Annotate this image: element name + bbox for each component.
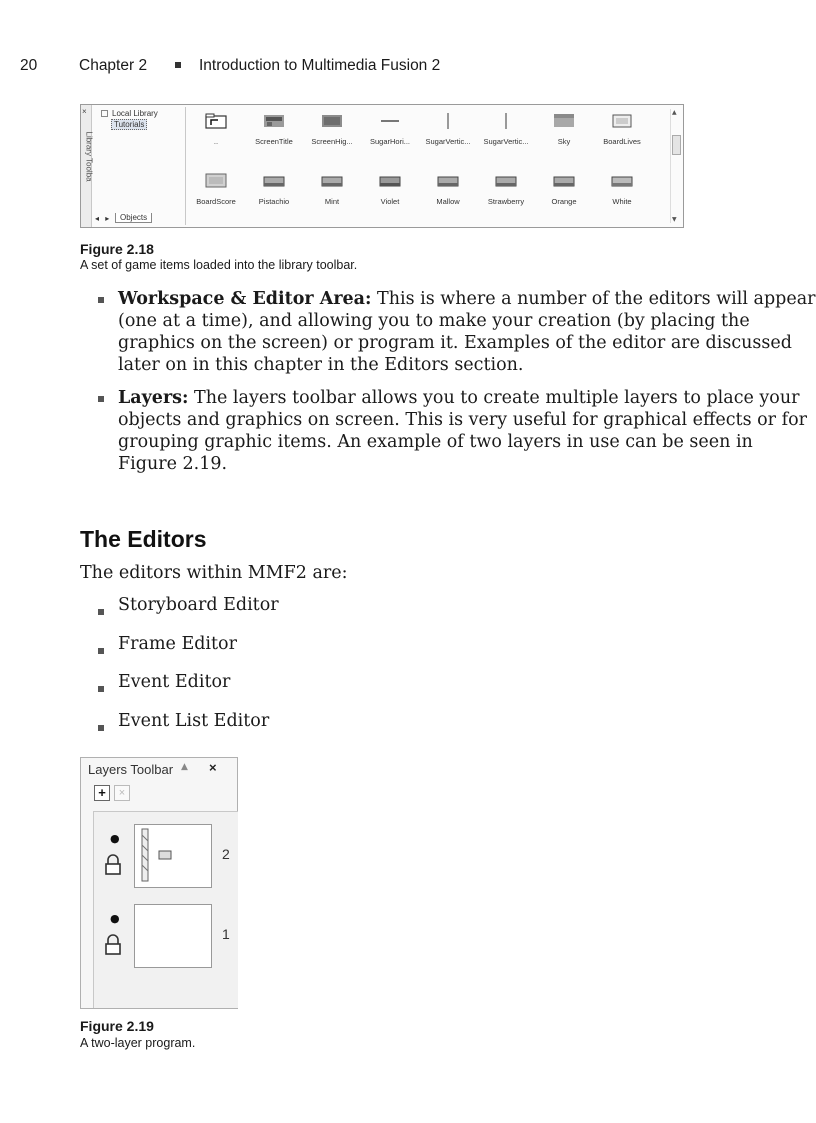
- library-item[interactable]: [303, 113, 361, 161]
- scroll-down-icon[interactable]: ▼: [672, 216, 677, 223]
- bullet-line: grouping graphic items. An example of two layers in use can be seen in: [118, 432, 753, 452]
- board-score-thumbnail-icon: [205, 173, 227, 189]
- bullet-line: graphics on the screen) or program it. Examples of the editor are discussed: [118, 333, 792, 353]
- tab-scroll-arrows-icon[interactable]: ◂ ▸: [95, 214, 112, 223]
- library-divider: [185, 107, 186, 225]
- bullet-marker: [98, 686, 104, 692]
- list-item: Event Editor: [118, 672, 231, 692]
- library-item[interactable]: [419, 113, 477, 161]
- eye-icon[interactable]: ●: [110, 912, 120, 925]
- scroll-thumb[interactable]: [672, 135, 681, 155]
- library-item-label: Mint: [324, 197, 340, 206]
- section-intro: The editors within MMF2 are:: [80, 563, 348, 583]
- library-item[interactable]: [477, 173, 535, 221]
- library-item-label: Orange: [551, 197, 577, 206]
- figure-2-18-number: Figure 2.18: [80, 241, 154, 257]
- pin-icon[interactable]: ▲: [181, 762, 188, 772]
- library-item[interactable]: [361, 173, 419, 221]
- library-toolbar-screenshot: [80, 104, 684, 228]
- tile-thumbnail-icon: [321, 173, 343, 189]
- lock-icon[interactable]: [104, 854, 122, 876]
- board-lives-thumbnail-icon: [611, 113, 633, 129]
- figure-2-18-caption: A set of game items loaded into the library toolbar.: [80, 258, 358, 272]
- layer-thumbnail[interactable]: [134, 904, 212, 968]
- library-tree: [95, 109, 181, 209]
- library-item-label: ..: [213, 137, 219, 146]
- parent-folder-icon: [205, 113, 227, 129]
- delete-layer-button[interactable]: ×: [114, 785, 130, 801]
- library-item-label: BoardScore: [196, 197, 236, 206]
- tree-root-local-library[interactable]: Local Library: [101, 109, 158, 118]
- library-item-label: Violet: [380, 197, 400, 206]
- tab-objects[interactable]: Objects: [115, 213, 152, 223]
- bullet-layers: [118, 387, 807, 475]
- figure-2-19-caption: A two-layer program.: [80, 1036, 196, 1050]
- library-item-label: SugarVertic...: [483, 137, 529, 146]
- lock-icon[interactable]: [104, 934, 122, 956]
- list-item: Frame Editor: [118, 634, 237, 654]
- screen-title-thumbnail-icon: [263, 113, 285, 129]
- bullet-line: This is where a number of the editors will appear: [371, 289, 816, 309]
- list-item: Storyboard Editor: [118, 595, 279, 615]
- library-item[interactable]: [361, 113, 419, 161]
- library-tab-strip: [93, 213, 183, 226]
- sugar-vertical-thumbnail-icon: [437, 113, 459, 129]
- tile-thumbnail-icon: [553, 173, 575, 189]
- header-separator: [175, 62, 181, 68]
- layer-row[interactable]: [94, 824, 238, 894]
- close-icon[interactable]: ×: [209, 760, 217, 775]
- list-item: Event List Editor: [118, 711, 270, 731]
- tile-thumbnail-icon: [437, 173, 459, 189]
- bullet-workspace-editor-area: [118, 288, 816, 376]
- layer-row[interactable]: [94, 904, 238, 974]
- library-close-icon[interactable]: ×: [82, 107, 87, 116]
- library-item[interactable]: [593, 173, 651, 221]
- chapter-title: Introduction to Multimedia Fusion 2: [199, 57, 441, 74]
- bullet-marker: [98, 396, 104, 402]
- bullet-line: (one at a time), and allowing you to make your creation (by placing the: [118, 311, 750, 331]
- library-item[interactable]: [245, 113, 303, 161]
- bullet-marker: [98, 725, 104, 731]
- bullet-marker: [98, 297, 104, 303]
- layers-toolbar-screenshot: [80, 757, 238, 1009]
- layer-number: 2: [222, 846, 230, 862]
- tile-thumbnail-icon: [379, 173, 401, 189]
- sugar-vertical-thumbnail-icon: [495, 113, 517, 129]
- library-item[interactable]: [593, 113, 651, 161]
- library-item[interactable]: [303, 173, 361, 221]
- library-item-label: SugarHori...: [369, 137, 411, 146]
- library-item[interactable]: [477, 113, 535, 161]
- layers-toolbar-title: Layers Toolbar: [88, 762, 174, 777]
- bullet-line: objects and graphics on screen. This is very useful for graphical effects or for: [118, 410, 807, 430]
- library-item-label: White: [612, 197, 632, 206]
- library-item-label: SugarVertic...: [425, 137, 471, 146]
- library-scrollbar[interactable]: [670, 109, 681, 223]
- bullet-line: Figure 2.19.: [118, 454, 228, 474]
- library-item[interactable]: [535, 173, 593, 221]
- section-title: The Editors: [80, 526, 207, 552]
- library-item[interactable]: [187, 113, 245, 161]
- chapter-label: Chapter 2: [79, 57, 148, 74]
- bullet-marker: [98, 648, 104, 654]
- tile-thumbnail-icon: [263, 173, 285, 189]
- layer-thumbnail[interactable]: [134, 824, 212, 888]
- tree-node-tutorials[interactable]: Tutorials: [111, 119, 147, 130]
- screen-high-thumbnail-icon: [321, 113, 343, 129]
- add-layer-button[interactable]: +: [94, 785, 110, 801]
- bullet-marker: [98, 609, 104, 615]
- library-item-label: ScreenTitle: [255, 137, 293, 146]
- library-item-label: Sky: [557, 137, 571, 146]
- tile-thumbnail-icon: [611, 173, 633, 189]
- library-item[interactable]: [187, 173, 245, 221]
- library-item[interactable]: [245, 173, 303, 221]
- library-item-label: Strawberry: [487, 197, 525, 206]
- library-item-label: Mallow: [436, 197, 460, 206]
- library-toolbar-side-strip: [81, 105, 92, 227]
- layer-content-icon: [135, 825, 211, 887]
- layers-list: [93, 811, 238, 1008]
- figure-2-19-number: Figure 2.19: [80, 1018, 154, 1034]
- scroll-up-icon[interactable]: ▲: [672, 109, 677, 116]
- bullet-term: Layers:: [118, 388, 189, 408]
- library-item[interactable]: [419, 173, 477, 221]
- sugar-horizontal-thumbnail-icon: [379, 113, 401, 129]
- bullet-term: Workspace & Editor Area:: [118, 289, 372, 309]
- library-item[interactable]: [535, 113, 593, 161]
- library-item-label: Pistachio: [258, 197, 290, 206]
- bullet-line: The layers toolbar allows you to create multiple layers to place your: [188, 388, 800, 408]
- layer-number: 1: [222, 926, 230, 942]
- sky-thumbnail-icon: [553, 113, 575, 129]
- page-number: 20: [20, 57, 38, 74]
- library-toolbar-title: Library Toolba: [84, 131, 94, 182]
- tile-thumbnail-icon: [495, 173, 517, 189]
- library-item-label: ScreenHig...: [311, 137, 353, 146]
- bullet-line: later on in this chapter in the Editors section.: [118, 355, 524, 375]
- library-item-grid: [187, 113, 665, 221]
- eye-icon[interactable]: ●: [110, 832, 120, 845]
- library-item-label: BoardLives: [603, 137, 641, 146]
